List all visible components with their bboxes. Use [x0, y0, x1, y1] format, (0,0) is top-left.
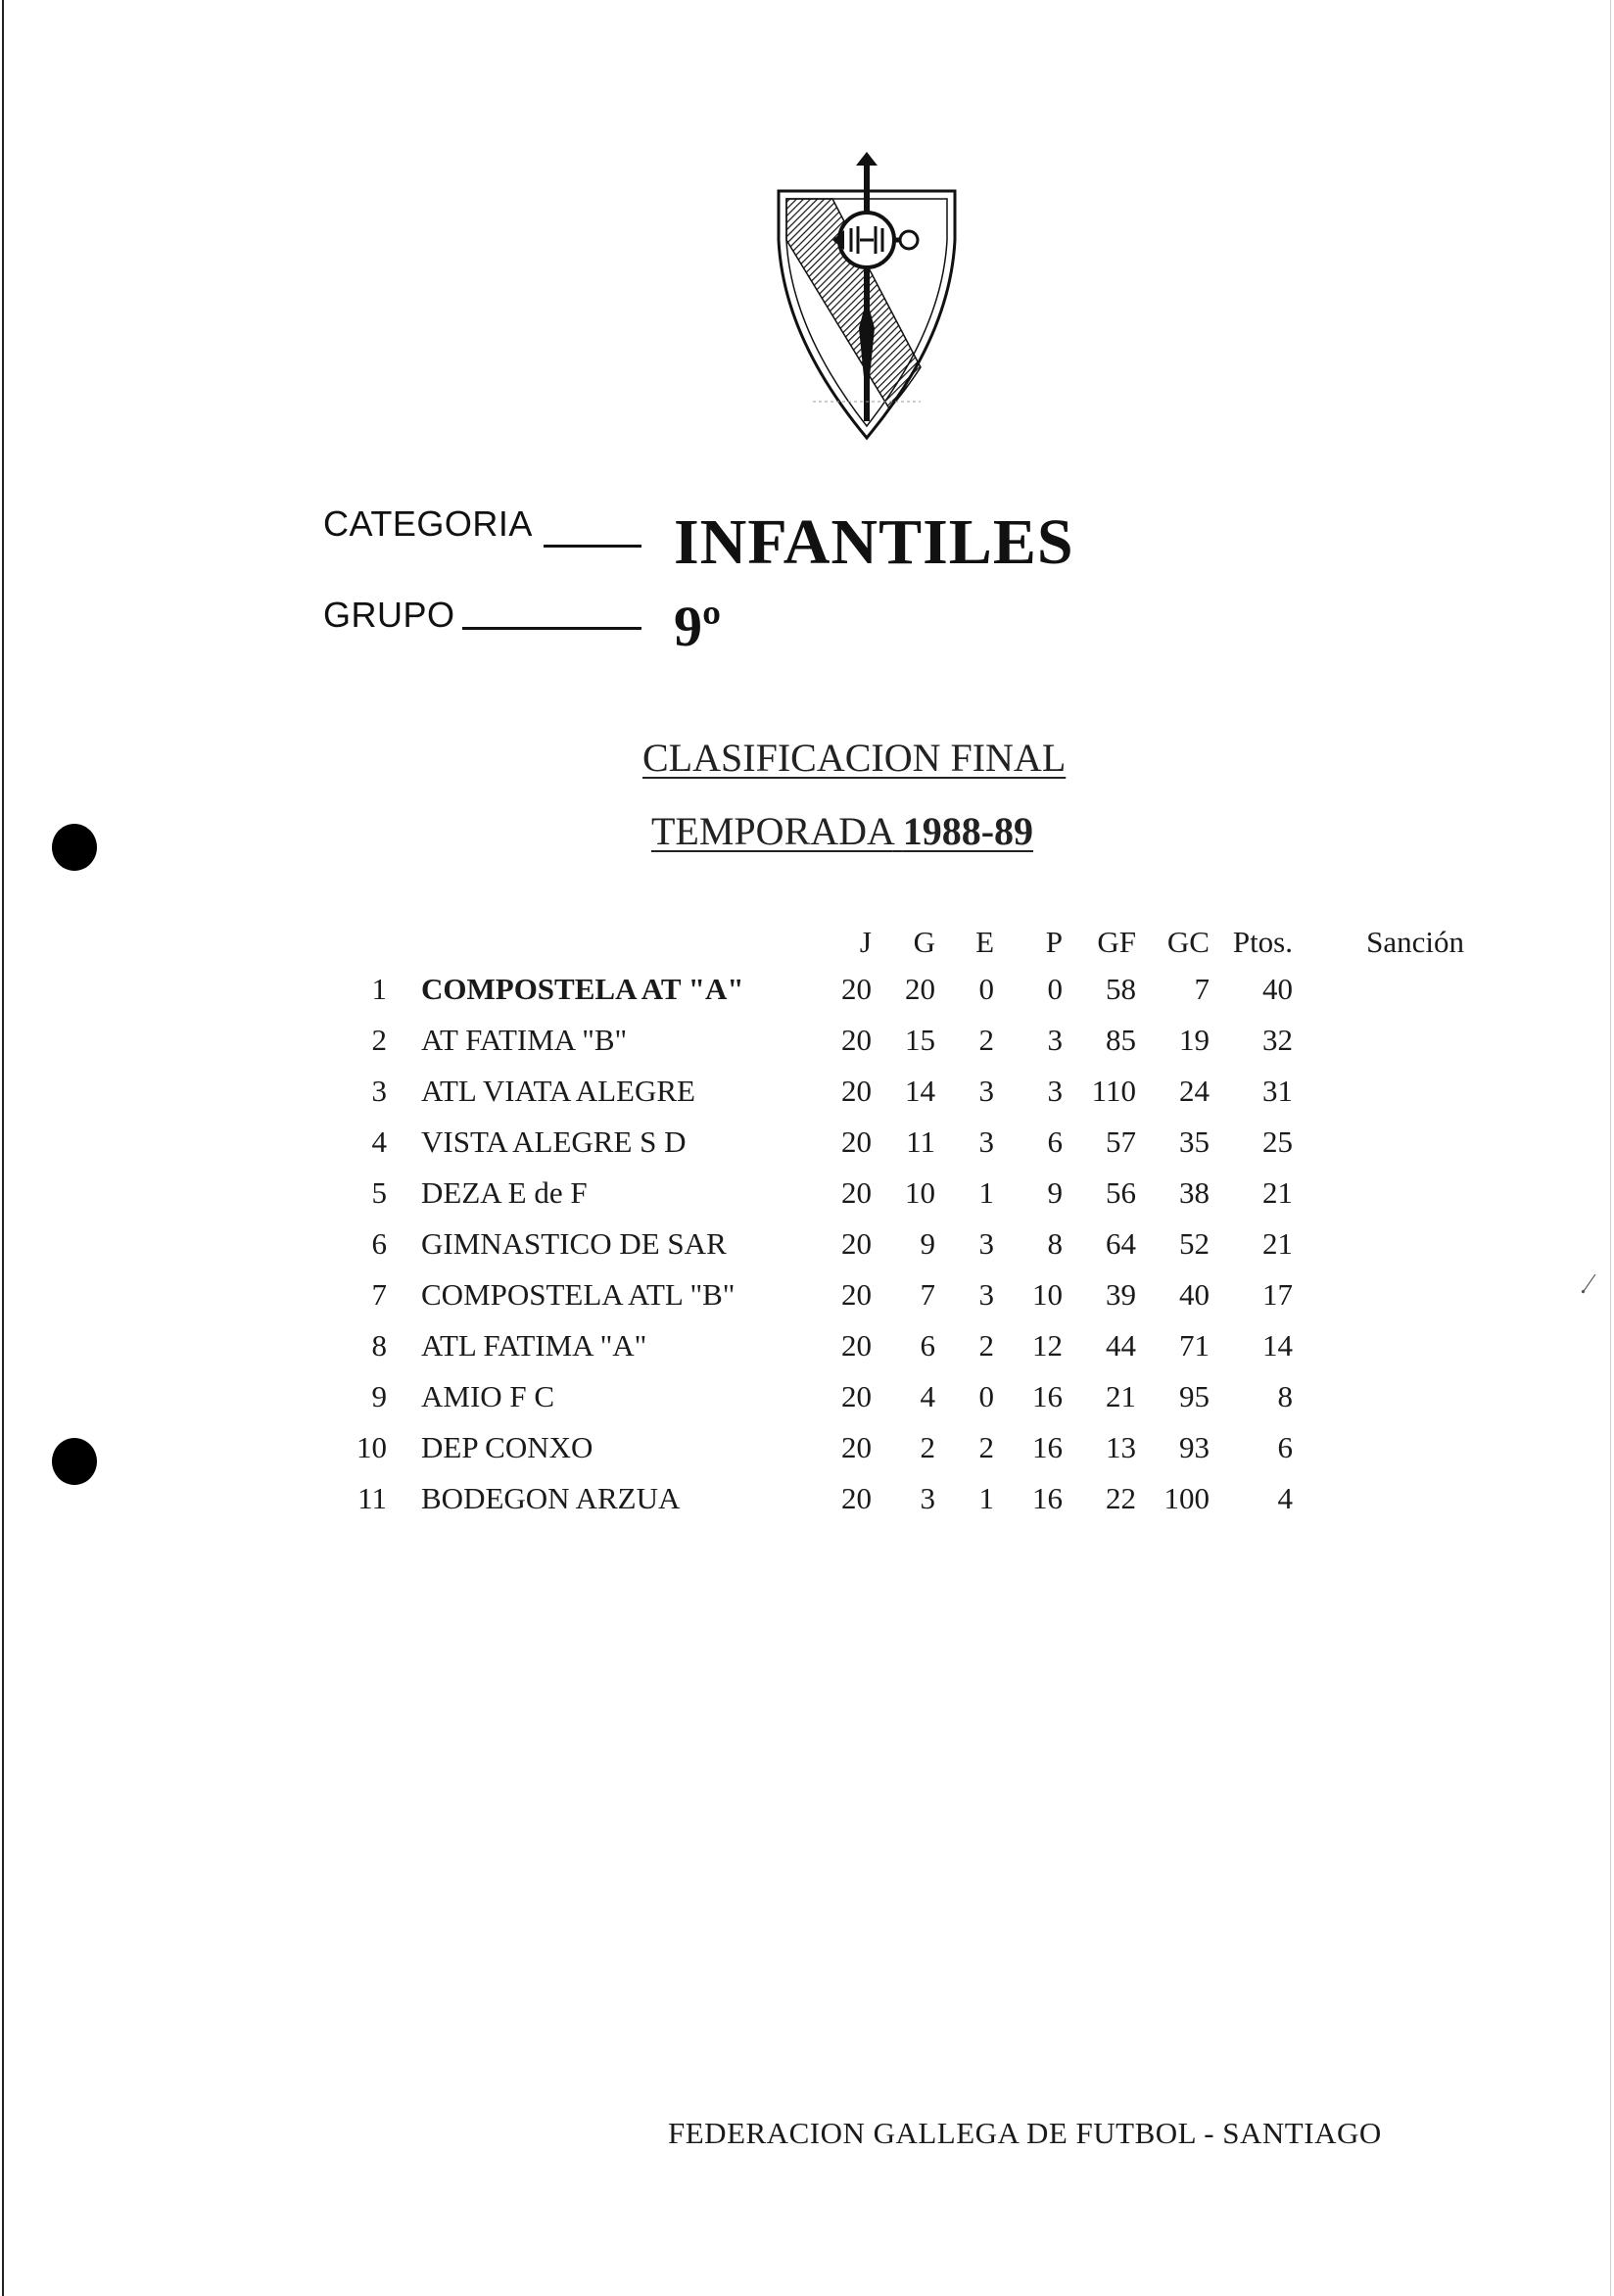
punch-hole-bottom — [52, 1438, 97, 1485]
temporada-label: TEMPORADA — [651, 809, 893, 853]
cell-gf: 39 — [1106, 1277, 1136, 1312]
cell-gc: 38 — [1179, 1175, 1210, 1210]
cell-team: ATL VIATA ALEGRE — [421, 1074, 695, 1108]
cell-g: 11 — [906, 1124, 935, 1159]
table-row — [343, 1219, 1464, 1269]
cell-sancion — [1293, 1371, 1464, 1422]
cell-pts: 6 — [1277, 1430, 1293, 1464]
cell-p: 3 — [1047, 1074, 1063, 1108]
cell-sancion — [1293, 1269, 1464, 1320]
cell-g: 20 — [905, 972, 935, 1006]
header-team — [421, 919, 803, 964]
cell-j: 20 — [841, 1379, 872, 1413]
page-right-edge — [1610, 0, 1611, 2296]
cell-pts: 8 — [1277, 1379, 1293, 1413]
cell-g: 7 — [920, 1277, 935, 1312]
clasificacion-title: CLASIFICACION FINAL — [642, 736, 1067, 780]
cell-sancion — [1293, 1015, 1464, 1066]
margin-tick-mark: .⁄ — [1580, 1269, 1591, 1300]
cell-gc: 52 — [1179, 1226, 1210, 1261]
cell-e: 2 — [978, 1023, 994, 1057]
cell-pts: 14 — [1262, 1328, 1293, 1363]
cell-p: 16 — [1032, 1481, 1063, 1515]
grupo-label: GRUPO — [323, 595, 455, 635]
cell-gf: 56 — [1106, 1175, 1136, 1210]
cell-team: DEP CONXO — [421, 1430, 593, 1464]
cell-p: 0 — [1047, 972, 1063, 1006]
cell-g: 4 — [920, 1379, 935, 1413]
cell-gc: 95 — [1179, 1379, 1210, 1413]
cell-g: 9 — [920, 1226, 935, 1261]
cell-gc: 100 — [1163, 1481, 1210, 1515]
cell-pos: 10 — [356, 1430, 387, 1464]
cell-gf: 110 — [1091, 1074, 1136, 1108]
cell-p: 12 — [1032, 1328, 1063, 1363]
temporada-title — [651, 808, 1033, 854]
cell-pts: 21 — [1262, 1226, 1293, 1261]
table-row — [343, 1066, 1464, 1117]
cell-e: 3 — [978, 1074, 994, 1108]
cell-g: 10 — [905, 1175, 935, 1210]
cell-pos: 1 — [371, 972, 387, 1006]
cell-sancion — [1293, 964, 1464, 1015]
cell-team: GIMNASTICO DE SAR — [421, 1226, 727, 1261]
cell-e: 1 — [978, 1481, 994, 1515]
cell-team: ATL FATIMA "A" — [421, 1328, 647, 1363]
cell-pts: 25 — [1262, 1124, 1293, 1159]
temporada-season: 1988-89 — [902, 809, 1034, 853]
cell-pos: 5 — [371, 1175, 387, 1210]
cell-gf: 13 — [1106, 1430, 1136, 1464]
cell-sancion — [1293, 1117, 1464, 1168]
cell-e: 2 — [978, 1430, 994, 1464]
cell-team: AT FATIMA "B" — [421, 1023, 628, 1057]
cell-j: 20 — [841, 1277, 872, 1312]
cell-g: 2 — [920, 1430, 935, 1464]
cell-pts: 31 — [1262, 1074, 1293, 1108]
cell-team: BODEGON ARZUA — [421, 1481, 681, 1515]
header-j: J — [859, 925, 872, 959]
cell-pos: 9 — [371, 1379, 387, 1413]
cell-gf: 57 — [1106, 1124, 1136, 1159]
punch-hole-top — [52, 824, 97, 871]
cell-g: 3 — [920, 1481, 935, 1515]
header-pts: Ptos. — [1232, 925, 1293, 959]
table-header-row — [343, 919, 1464, 964]
cell-g: 6 — [920, 1328, 935, 1363]
club-crest-icon — [774, 152, 960, 446]
cell-pos: 2 — [371, 1023, 387, 1057]
cell-e: 1 — [978, 1175, 994, 1210]
header-gc: GC — [1166, 925, 1210, 959]
cell-p: 10 — [1032, 1277, 1063, 1312]
cell-p: 3 — [1047, 1023, 1063, 1057]
table-row — [343, 1168, 1464, 1219]
cell-j: 20 — [841, 972, 872, 1006]
cell-e: 2 — [978, 1328, 994, 1363]
cell-pos: 3 — [371, 1074, 387, 1108]
cell-gc: 35 — [1179, 1124, 1210, 1159]
cell-j: 20 — [841, 1481, 872, 1515]
cell-j: 20 — [841, 1430, 872, 1464]
cell-gf: 85 — [1106, 1023, 1136, 1057]
cell-sancion — [1293, 1473, 1464, 1524]
cell-p: 16 — [1032, 1430, 1063, 1464]
header-e: E — [975, 925, 994, 959]
cell-team: DEZA E de F — [421, 1175, 588, 1210]
cell-gf: 58 — [1106, 972, 1136, 1006]
cell-sancion — [1293, 1219, 1464, 1269]
table-row — [343, 1117, 1464, 1168]
cell-team: COMPOSTELA ATL "B" — [421, 1277, 736, 1312]
header-gf: GF — [1097, 925, 1136, 959]
header-p: P — [1045, 925, 1063, 959]
grupo-value: 9º — [674, 595, 722, 658]
cell-pos: 6 — [371, 1226, 387, 1261]
cell-e: 3 — [978, 1277, 994, 1312]
cell-sancion — [1293, 1422, 1464, 1473]
page-left-edge — [2, 0, 4, 2296]
cell-gf: 22 — [1106, 1481, 1136, 1515]
cell-gf: 44 — [1106, 1328, 1136, 1363]
header-pos — [343, 919, 421, 964]
header-g: G — [913, 925, 935, 959]
cell-gc: 93 — [1179, 1430, 1210, 1464]
grupo-underline — [462, 627, 641, 630]
cell-j: 20 — [841, 1175, 872, 1210]
table-row — [343, 1320, 1464, 1371]
cell-e: 0 — [978, 972, 994, 1006]
cell-g: 14 — [905, 1074, 935, 1108]
cell-sancion — [1293, 1320, 1464, 1371]
table-row — [343, 1269, 1464, 1320]
cell-gc: 19 — [1179, 1023, 1210, 1057]
cell-g: 15 — [905, 1023, 935, 1057]
cell-gc: 24 — [1179, 1074, 1210, 1108]
cell-gc: 40 — [1179, 1277, 1210, 1312]
cell-pos: 7 — [371, 1277, 387, 1312]
cell-j: 20 — [841, 1328, 872, 1363]
cell-team: VISTA ALEGRE S D — [421, 1124, 687, 1159]
cell-j: 20 — [841, 1074, 872, 1108]
cell-p: 16 — [1032, 1379, 1063, 1413]
categoria-label: CATEGORIA — [323, 503, 533, 544]
table-row — [343, 1371, 1464, 1422]
table-row — [343, 964, 1464, 1015]
categoria-value: INFANTILES — [674, 506, 1074, 578]
cell-gc: 7 — [1194, 972, 1210, 1006]
cell-p: 9 — [1047, 1175, 1063, 1210]
cell-p: 6 — [1047, 1124, 1063, 1159]
cell-pts: 21 — [1262, 1175, 1293, 1210]
cell-team: COMPOSTELA AT "A" — [421, 972, 744, 1006]
cell-j: 20 — [841, 1023, 872, 1057]
cell-sancion — [1293, 1066, 1464, 1117]
cell-pos: 8 — [371, 1328, 387, 1363]
cell-j: 20 — [841, 1124, 872, 1159]
cell-e: 0 — [978, 1379, 994, 1413]
cell-pts: 17 — [1262, 1277, 1293, 1312]
cell-p: 8 — [1047, 1226, 1063, 1261]
standings-table — [343, 919, 1464, 1524]
cell-sancion — [1293, 1168, 1464, 1219]
table-row — [343, 1473, 1464, 1524]
cell-team: AMIO F C — [421, 1379, 555, 1413]
cell-e: 3 — [978, 1124, 994, 1159]
header-sancion: Sanción — [1366, 925, 1464, 959]
table-row — [343, 1015, 1464, 1066]
cell-pts: 32 — [1262, 1023, 1293, 1057]
categoria-underline — [544, 545, 641, 548]
cell-pts: 40 — [1262, 972, 1293, 1006]
cell-pts: 4 — [1277, 1481, 1293, 1515]
cell-pos: 4 — [371, 1124, 387, 1159]
cell-gc: 71 — [1179, 1328, 1210, 1363]
cell-e: 3 — [978, 1226, 994, 1261]
cell-gf: 64 — [1106, 1226, 1136, 1261]
cell-pos: 11 — [357, 1481, 387, 1515]
cell-gf: 21 — [1106, 1379, 1136, 1413]
footer-federation: FEDERACION GALLEGA DE FUTBOL - SANTIAGO — [668, 2116, 1382, 2150]
table-row — [343, 1422, 1464, 1473]
cell-j: 20 — [841, 1226, 872, 1261]
